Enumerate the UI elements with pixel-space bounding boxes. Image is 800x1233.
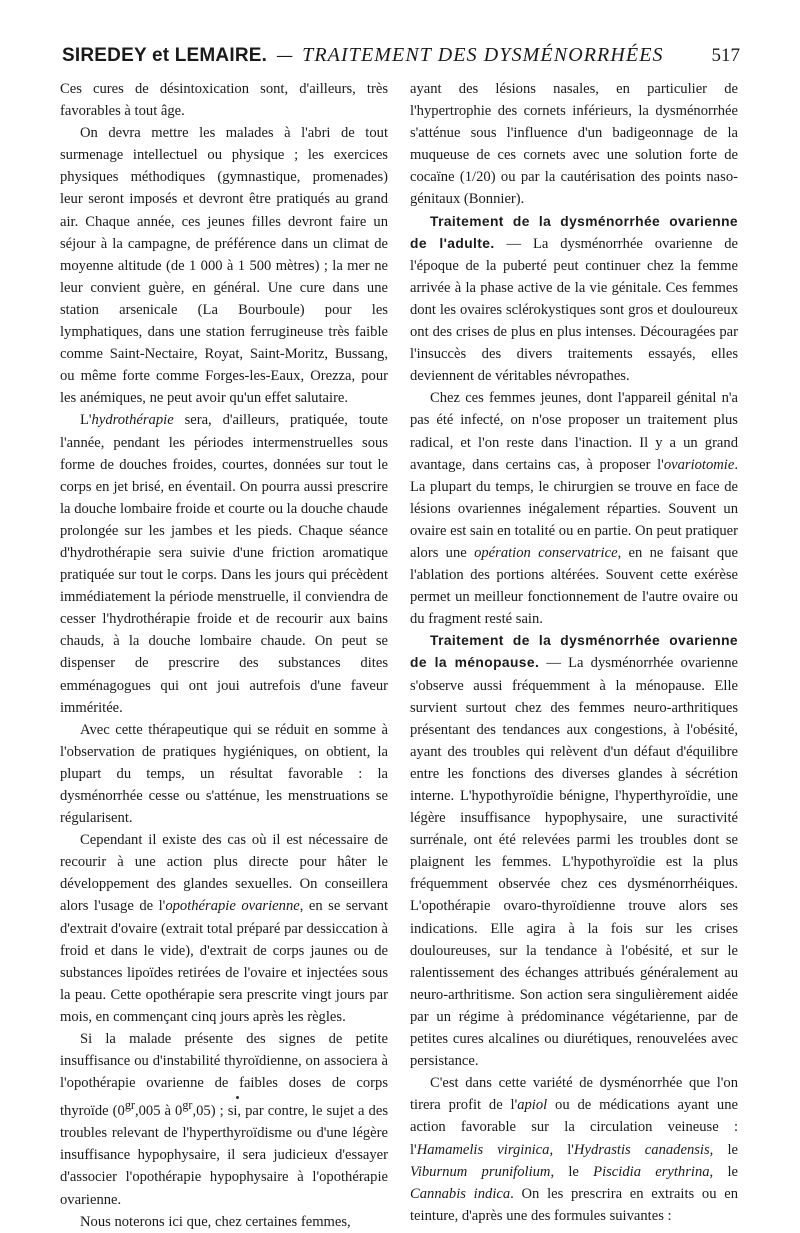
paragraph: Avec cette thérapeutique qui se réduit en somme à l'observation de pratiques hygiéniques, on obtient, la plupart du temps, un résultat favorable : la dysménorrhée cesse ou s'atténue, les menstruations se régularisent. [60,721,388,827]
section-heading: Traitement de la dysménorrhée ovarienne de la ménopause. [410,633,738,671]
text-run: ,005 à 0 [134,1103,183,1120]
paragraph [60,409,388,718]
italic-term: opothérapie ovarienne [165,898,300,915]
paragraph [410,211,738,388]
text-run: Chez ces femmes jeunes, dont l'appareil génital n'a pas été infecté, on n'ose proposer un traitement plus radical, et l'on reste dans l'inaction. Il y a un grand avantage, dans certains cas, à proposer l' [410,390,738,473]
text-run: , en ne faisant que l'ablation des portions altérées. Souvent cette exérèse permet un meilleur fonctionnement de l'autre ovaire ou du fragment resté sain. [410,544,739,628]
italic-term: ovariotomie [663,456,735,473]
text-run: , le [550,1163,594,1180]
italic-term: hydrothérapie [91,412,174,429]
italic-term: opération conservatrice [474,544,618,561]
section-heading: Traitement de la dysménorrhée ovarienne de l'adulte. [410,213,738,251]
paragraph [60,1028,388,1211]
text-run: C'est dans cette variété de dysménorrhée que l'on tirera profit de l' [410,1075,738,1114]
text-run: — La dysménorrhée ovarienne de l'époque de la puberté peut continuer chez la femme arrivée à la phase active de la vie génitale. Ces femmes dont les ovaires sclérokystiques sont gros et douloureux ont des crises de plus en plus intenses. Découragées par l'insuccès des divers traitements essayés, elles deviennent de véritables névropathes. [410,235,738,385]
text-run: , le [709,1163,738,1180]
italic-term: Piscidia erythrina [593,1163,710,1180]
paragraph [410,630,738,1072]
superscript: gr [182,1098,193,1113]
italic-term: Cannabis indica [410,1185,511,1202]
left-column [60,78,388,1233]
italic-term: Hydrastis canadensis [573,1141,710,1158]
text-run: , l' [549,1141,574,1158]
paragraph [410,387,738,630]
text-run: , en se servant d'extrait d'ovaire (extrait total préparé par dessiccation à froid et dans le vide), d'extrait de corps jaunes ou de substances lipoïdes retirées de l'ovaire et injectées sous la peau. Cette opothérapie sera prescrite vingt jours par mois, en commençant cinq jours après les règles. [60,898,389,1025]
header-authors: SIREDEY et LEMAIRE. [62,45,268,66]
text-run: , le [709,1141,738,1158]
paragraph: ayant des lésions nasales, en particulier de l'hypertrophie des cornets inférieurs, la dysménorrhée s'atténue sous l'influence d'un badigeonnage de la muqueuse de ces cornets avec une solution forte de cocaïne (1/20) ou par la cautérisation des points naso-génitaux (Bonnier). [410,81,738,208]
text-run: . On les prescrira en extraits ou en teinture, d'après une des formules suivantes : [410,1185,739,1224]
italic-term: apiol [517,1097,548,1114]
text-run: ou de médications ayant une action favorable sur la circulation veineuse : l' [410,1097,738,1158]
text-run: . La plupart du temps, le chirurgien se trouve en face de lésions ovariennes inégalement réparties. Souvent un ovaire est sain en totalité ou en partie. On peut pratiquer alors une [410,456,738,561]
text-run: — La dysménorrhée ovarienne s'observe aussi fréquemment à la ménopause. Elle survient surtout chez des femmes neuro-arthritiques présentant des tendances aux congestions, à l'obésité, ayant des troubles qui relèvent d'un défaut d'équilibre entre les fonctions des diverses glandes à sécrétion interne. L'hypothyroïdie bénigne, l'hyperthyroïdie, une légère insuffisance hypophysaire, une suractivité surrénale, ont été relevées parmi les troubles dont se plaignent les femmes. L'hypothyroïdie est la plus fréquemment observée chez ces dysménorrhéiques. L'opothérapie ovaro-thyroïdienne trouve alors ses indications. Elle agira à la fois sur les crises douloureuses, sur la tendance à l'obésité, et sur le ralentissement des échanges attribués généralement au neuro-arthritisme. Son action sera singulièrement aidée par un régime à prédominance végétarienne, par de petites cures alcalines ou diurétiques, renouvelées avec persistance. [410,655,739,1070]
footer-dot [236,1096,239,1099]
superscript: gr [124,1098,135,1113]
page-number: 517 [711,45,740,66]
right-column [410,78,738,1227]
paragraph: Ces cures de désintoxication sont, d'ailleurs, très favorables à tout âge. [60,81,388,120]
text-run: ,05) ; si, par contre, le sujet a des troubles relevant de l'hyperthyroïdisme ou d'une légère insuffisance hypophysaire, il sera judicieux d'essayer d'associer l'opothérapie hypophysaire à l'opothérapie ovarienne. [60,1103,388,1208]
running-header [62,44,740,74]
paragraph [60,829,388,1028]
italic-term: Viburnum prunifolium [410,1163,551,1180]
header-title: TRAITEMENT DES DYSMÉNORRHÉES [302,44,664,66]
paragraph [410,1072,738,1227]
text-run: L' [80,412,92,429]
italic-term: Hamamelis virginica [416,1141,550,1158]
text-run: Si la malade présente des signes de petite insuffisance ou d'instabilité thyroïdienne, on associera à l'opothérapie ovarienne de faibles doses de corps thyroïde (0 [60,1031,388,1120]
text-run: sera, d'ailleurs, pratiquée, toute l'année, pendant les périodes intermenstruelles sous forme de douches froides, courtes, données sur tout le corps en jet brisé, en éventail. On pourra aussi prescrire la douche lombaire froide et courte ou la douche chaude prolongée sur les jambes et les pieds. Chaque séance d'hydrothérapie sera suivie d'une friction aromatique pratiquée sur tout le corps. Dans les jours qui précèdent immédiatement la période menstruelle, il conviendra de cesser l'hydrothérapie froide et de recourir aux bains chauds, à la douche lombaire chaude. On peut se dispenser de prescrire des substances dites emménagogues qui ont joui autrefois d'une faveur imméritée. [60,412,388,716]
paragraph: Nous noterons ici que, chez certaines femmes, [80,1213,351,1230]
paragraph: On devra mettre les malades à l'abri de tout surmenage intellectuel ou physique ; les exercices physiques méthodiques (gymnastique, promenades) leur seront imposés et devront être pratiqués au grand air. Chaque année, ces jeunes filles devront faire un séjour à la campagne, de préférence dans un climat de moyenne altitude (de 1 000 à 1 500 mètres) ; la mer ne leur convient guère, en général. Une cure dans une station arsenicale (La Bourboule) pour les lymphatiques, dans une station ferrugineuse très faible comme Saint-Nectaire, Royat, Saint-Moritz, Bussang, ou même forte comme Forges-les-Eaux, Orezza, pour les anémiques, ne peut avoir qu'un effet salutaire. [60,125,388,407]
text-run: Cependant il existe des cas où il est nécessaire de recourir à une action plus directe pour hâter le développement des glandes sexuelles. On conseillera alors l'usage de l' [60,832,388,915]
header-dash: — [276,46,294,66]
